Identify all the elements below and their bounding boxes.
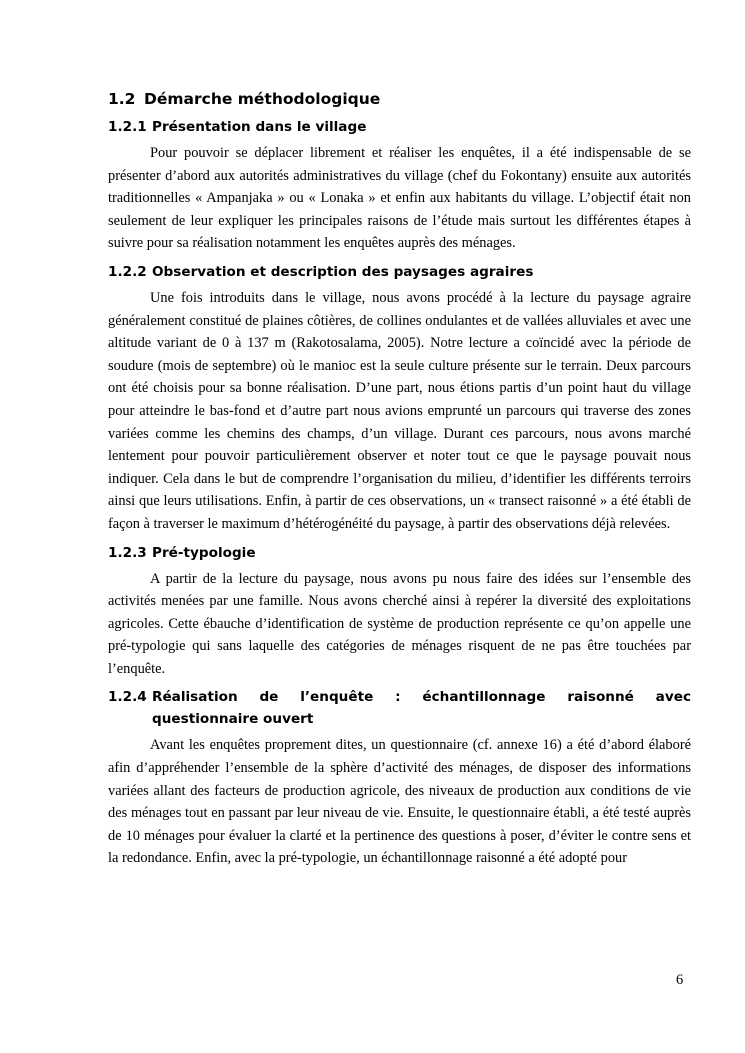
subsection-number: 1.2.1 xyxy=(108,119,147,135)
subsection-number: 1.2.3 xyxy=(108,544,147,561)
paragraph: Pour pouvoir se déplacer librement et réaliser les enquêtes, il a été indispensable de se présenter d’abord aux autorités administratives du village (chef du Fokontany) ensuite aux autorités traditionnelles « Ampanjaka » ou « Lonaka » et enfin aux habitants du village. L’objectif était non seulement de leur expliquer les principales raisons de l’étude mais surtout les différentes étapes à suivre pour sa réalisation notamment les enquêtes auprès des ménages. xyxy=(108,145,691,252)
subsection-heading xyxy=(108,686,691,730)
subsection-title: Observation et description des paysages agraires xyxy=(152,263,534,280)
subsection-number: 1.2.2 xyxy=(108,263,147,280)
subsection-number: 1.2.4 xyxy=(108,689,147,706)
subsection-title: Pré-typologie xyxy=(152,544,256,561)
section-number: 1.2 xyxy=(108,90,136,108)
paragraph: A partir de la lecture du paysage, nous avons pu nous faire des idées sur l’ensemble des activités menées par une famille. Nous avons cherché ainsi à repérer la diversité des exploitations agricoles. Cette ébauche d’identification de système de production représente ce qu’on appelle une pré-typologie qui sans laquelle des catégories de ménages risquent de ne pas être touchées par l’enquête. xyxy=(108,570,691,677)
subsection-heading xyxy=(108,116,691,138)
paragraph: Avant les enquêtes proprement dites, un questionnaire (cf. annexe 16) a été d’abord élaboré afin d’appréhender l’ensemble de la sphère d’activité des ménages, de disposer des informations variées allant des facteurs de production agricole, des niveaux de production aux conditions de vie des ménages tout en passant par leur niveau de vie. Ensuite, le questionnaire établi, a été testé auprès de 10 ménages pour évaluer la clarté et la pertinence des questions à poser, d’éviter le contre sens et la redondance. Enfin, avec la pré-typologie, un échantillonnage raisonné a été adopté pour xyxy=(108,737,691,867)
subsection-heading xyxy=(108,542,691,564)
section-heading xyxy=(108,88,691,110)
subsection-title: Réalisation de l’enquête : échantillonnage raisonné avec questionnaire ouvert xyxy=(152,689,691,728)
subsection-heading xyxy=(108,261,691,283)
subsection-title: Présentation dans le village xyxy=(152,119,367,135)
page-number: 6 xyxy=(676,972,684,988)
section-title: Démarche méthodologique xyxy=(144,90,381,108)
paragraph: Une fois introduits dans le village, nous avons procédé à la lecture du paysage agraire généralement constitué de plaines côtières, de collines ondulantes et de vallées alluviales et avec une altitude variant de 0 à 137 m (Rakotosalama, 2005). Notre lecture a coïncidé avec la période de soudure (mois de septembre) où le manioc est la seule culture présente sur le terrain. Deux parcours ont été choisis pour sa bonne réalisation. D’une part, nous étions partis d’un point haut du village pour atteindre le bas-fond et d’autre part nous avions emprunté un parcours qui traverse des zones variées comme les chemins des champs, d’un village. Durant ces parcours, nous avons marché lentement pour pouvoir particulièrement observer et noter tout ce que le paysage pouvait nous indiquer. Cela dans le but de comprendre l’organisation du milieu, d’identifier les différents terroirs ainsi que leurs utilisations. Enfin, à partir de ces observations, un « transect raisonné » a été établi de façon à traverser le maximum d’hétérogénéité du paysage, à partir des observations déjà relevées. xyxy=(108,289,691,532)
page-content xyxy=(108,88,691,876)
